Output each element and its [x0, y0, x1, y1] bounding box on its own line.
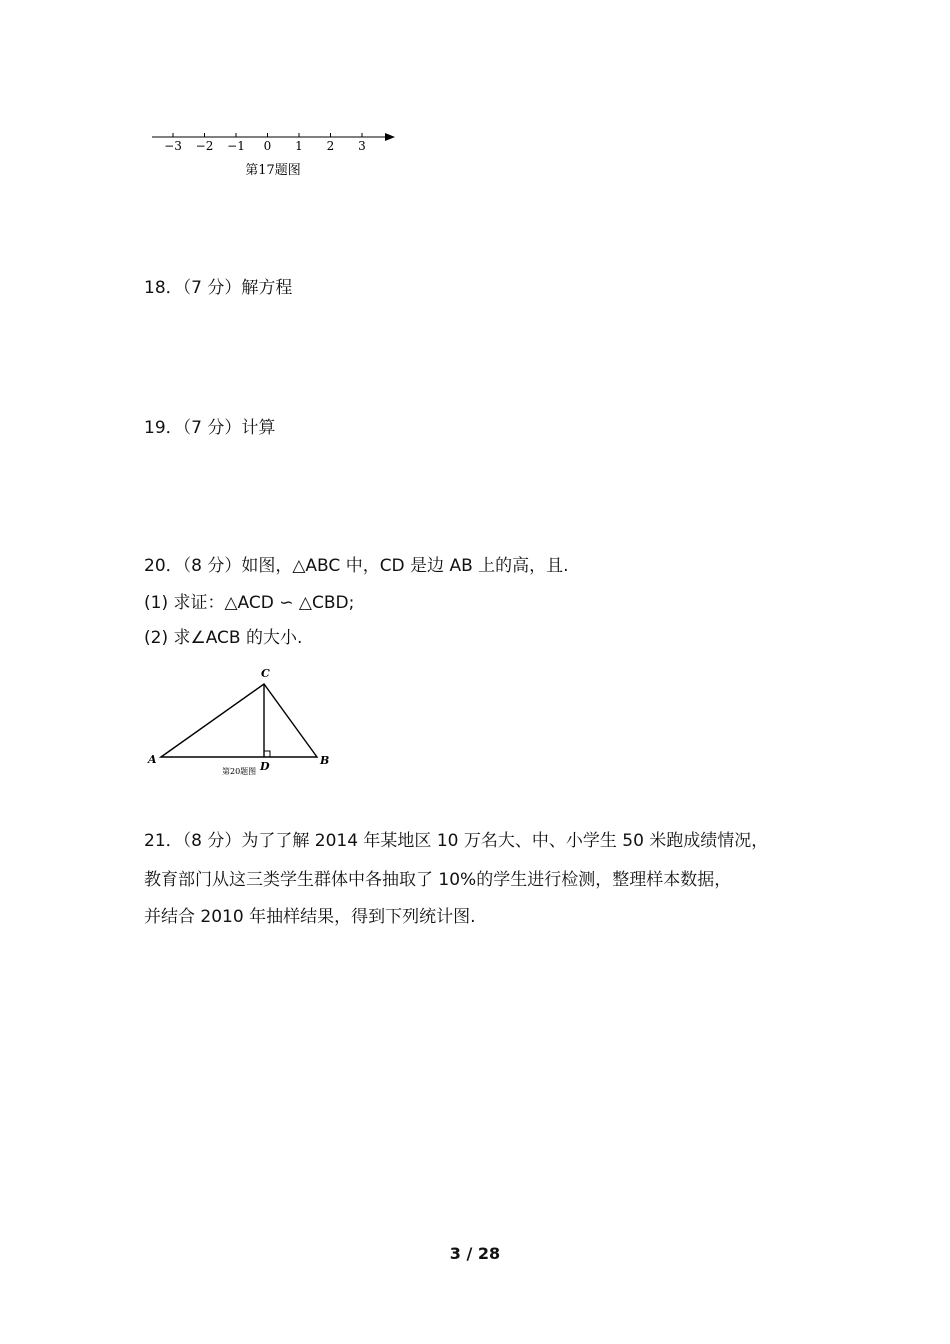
right-angle-mark	[264, 751, 270, 757]
tick-label: 0	[263, 139, 272, 153]
tick-label: 3	[358, 139, 366, 153]
question-19: 19．（7 分）计算	[144, 418, 276, 438]
number-line-figure	[140, 125, 410, 185]
triangle-figure	[140, 660, 340, 785]
label-d: D	[260, 760, 270, 773]
tick-label: −3	[164, 139, 182, 153]
tick-label: 1	[295, 139, 303, 153]
page-number: 3 / 28	[449, 1244, 501, 1263]
figure20-caption: 第20题图	[222, 767, 257, 776]
question-20-part2: (2) 求∠ACB 的大小.	[144, 628, 303, 648]
tick-label: −1	[227, 139, 245, 153]
question-21-line2: 教育部门从这三类学生群体中各抽取了 10%的学生进行检测，整理样本数据，	[144, 870, 732, 890]
question-20-stem: 20．（8 分）如图，△ABC 中，CD 是边 AB 上的高，且.	[144, 556, 569, 576]
question-18: 18．（7 分）解方程	[144, 278, 293, 298]
tick-label: −2	[195, 139, 214, 153]
triangle-abc	[161, 684, 317, 757]
label-c: C	[261, 667, 270, 680]
number-line-ticks	[164, 133, 366, 153]
label-a: A	[148, 753, 157, 766]
tick-label: 2	[326, 139, 335, 153]
question-21-line1: 21．（8 分）为了了解 2014 年某地区 10 万名大、中、小学生 50 米跑成绩情况，	[144, 831, 769, 851]
number-line-arrow	[385, 133, 395, 141]
figure17-caption: 第17题图	[245, 163, 301, 178]
question-21-line3: 并结合 2010 年抽样结果，得到下列统计图.	[144, 907, 476, 927]
label-b: B	[320, 754, 330, 767]
question-20-part1: (1) 求证：△ACD ∽ △CBD;	[144, 593, 355, 613]
